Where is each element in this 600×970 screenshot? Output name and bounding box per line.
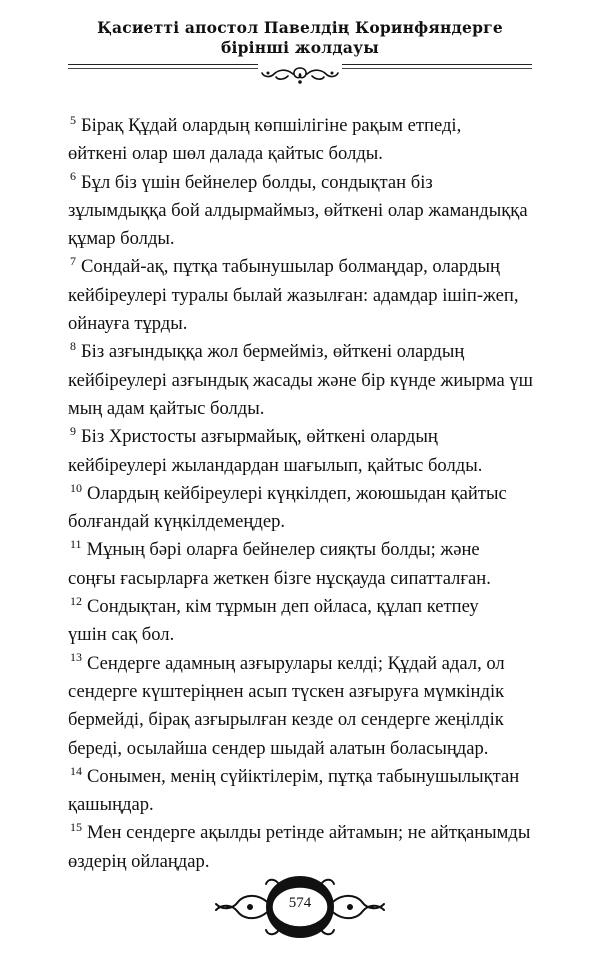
- verse-line: болғандай күңкілдемеңдер.: [68, 511, 286, 533]
- running-header: [0, 18, 600, 58]
- verse-number: 7: [70, 254, 76, 269]
- verse: [68, 650, 533, 763]
- verse-line: $^5$ Бірақ Құдай олардың көпшілігіне рақым етпеді,: [70, 112, 462, 136]
- verse-line: үшін сақ бол.: [68, 624, 175, 646]
- verse-line: ойнауға тұрды.: [68, 313, 188, 335]
- verse-line: қашыңдар.: [68, 794, 154, 816]
- verse-line: $^7$ Сондай-ақ, пұтқа табынушылар болмаңдар, олардың: [70, 254, 500, 278]
- verse-line: $^{14}$ Сонымен, менің сүйіктілерім, пұтқа табынушылықтан: [70, 763, 520, 787]
- verse-line: зұлымдыққа бой алдырмаймыз, өйткені олар жамандыққа: [68, 199, 528, 221]
- verse-line: $^8$ Біз азғындыққа жол бермейміз, өйткені олардың: [70, 339, 465, 363]
- verse: [68, 338, 533, 423]
- verse: [68, 819, 533, 876]
- verse-number: 13: [70, 650, 82, 665]
- header-title-line-1: Қасиетті апостол Павелдің Коринфяндерге: [97, 18, 503, 37]
- verse: [68, 253, 533, 338]
- verse-line: $^{15}$ Мен сендерге ақылды ретінде айтамын; не айтқанымды: [70, 820, 531, 844]
- verse-line: кейбіреулері жыландардан шағылып, қайтыс болды.: [68, 454, 483, 476]
- verse-number: 11: [70, 537, 82, 552]
- verse: [68, 112, 533, 169]
- verse-line: $^9$ Біз Христосты азғырмайық, өйткені олардың: [70, 424, 438, 448]
- verse-line: өйткені олар шөл далада қайтыс болды.: [68, 143, 383, 165]
- verse-line: $^{10}$ Олардың кейбіреулері күңкілдеп, жоюшыдан қайтыс: [70, 480, 507, 504]
- verse-number: 6: [70, 169, 76, 184]
- header-title-line-2: бірінші жолдауы: [221, 38, 379, 57]
- verse-number: 14: [70, 763, 82, 778]
- header-ornament-icon: [258, 60, 342, 88]
- page-number: 574: [288, 895, 312, 911]
- verse-line: $^{13}$ Сендерге адамның азғырулары келді; Құдай адал, ол: [70, 650, 505, 674]
- verse-number: 15: [70, 820, 82, 835]
- verse: [68, 763, 533, 820]
- verse-number: 12: [70, 593, 82, 608]
- verse-line: бермейді, бірақ азғырылған кезде ол сендерге жеңілдік: [68, 709, 504, 731]
- verse-number: 10: [70, 480, 82, 495]
- verse-number: 9: [70, 424, 76, 439]
- verse-line: өздерің ойлаңдар.: [68, 850, 210, 872]
- verse: [68, 593, 533, 650]
- verse-line: береді, осылайша сендер шыдай алатын боласыңдар.: [68, 737, 489, 759]
- scripture-body: [68, 112, 533, 876]
- verse-line: сендерге күштеріңнен асып түскен азғыруға мүмкіндік: [68, 680, 505, 702]
- verse: [68, 480, 533, 537]
- verse: [68, 169, 533, 254]
- verse-number: 5: [70, 112, 76, 127]
- verse-line: кейбіреулері азғындық жасады және бір күнде жиырма үш: [68, 369, 533, 391]
- verse-line: $^6$ Бұл біз үшін бейнелер болды, сондықтан біз: [70, 169, 433, 193]
- verse-number: 8: [70, 339, 76, 354]
- verse-line: $^{11}$ Мұның бәрі оларға бейнелер сияқты болды; және: [70, 537, 480, 561]
- verse-line: кейбіреулері туралы былай жазылған: адамдар ішіп-жеп,: [68, 284, 519, 306]
- verse: [68, 536, 533, 593]
- verse-line: соңғы ғасырларға жеткен бізге нұсқауда сипатталған.: [68, 567, 491, 589]
- verse-line: мың адам қайтыс болды.: [68, 397, 265, 419]
- verse: [68, 423, 533, 480]
- verse-line: құмар болды.: [68, 228, 175, 250]
- verse-line: $^{12}$ Сондықтан, кім тұрмын деп ойласа, құлап кетпеу: [70, 593, 479, 618]
